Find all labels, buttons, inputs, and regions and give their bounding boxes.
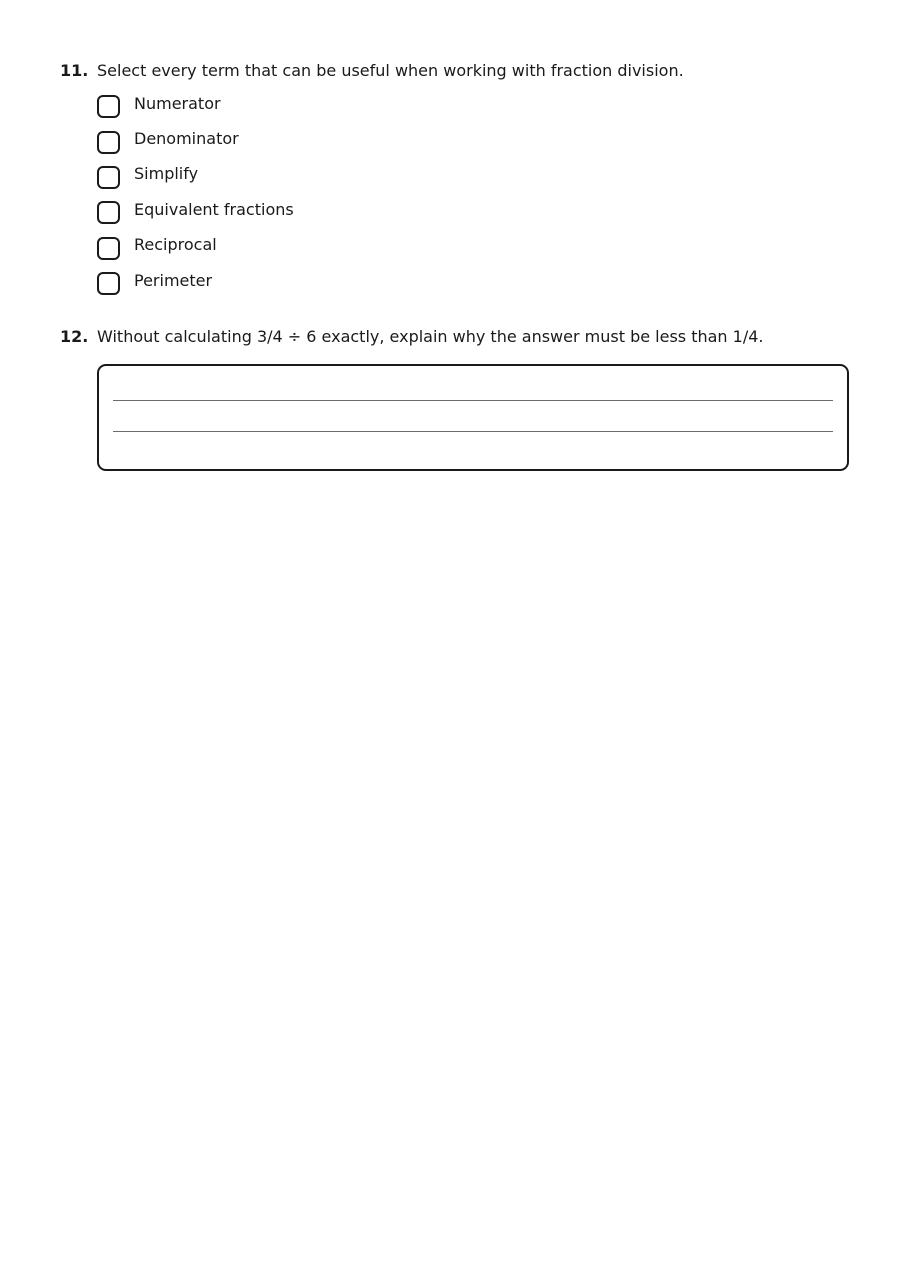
option-label: Denominator <box>134 129 239 149</box>
option-simplify[interactable] <box>97 160 850 195</box>
question-number: 12. <box>60 327 89 346</box>
option-label: Equivalent fractions <box>134 199 294 219</box>
question-12-header <box>60 326 850 348</box>
option-perimeter[interactable] <box>97 266 850 301</box>
checkbox[interactable] <box>97 272 120 295</box>
writing-line <box>113 400 833 401</box>
checkbox-options-list <box>97 89 850 301</box>
question-prompt: Select every term that can be useful when working with fraction division. <box>97 61 684 80</box>
option-numerator[interactable] <box>97 89 850 124</box>
option-denominator[interactable] <box>97 124 850 159</box>
question-12 <box>60 326 850 471</box>
option-label: Simplify <box>134 164 199 184</box>
checkbox[interactable] <box>97 95 120 118</box>
option-label: Numerator <box>134 93 221 113</box>
option-reciprocal[interactable] <box>97 231 850 266</box>
writing-line <box>113 431 833 432</box>
checkbox[interactable] <box>97 201 120 224</box>
option-equivalent-fractions[interactable] <box>97 195 850 230</box>
question-11 <box>60 60 850 301</box>
question-prompt: Without calculating 3/4 ÷ 6 exactly, explain why the answer must be less than 1/4. <box>97 327 764 346</box>
checkbox[interactable] <box>97 131 120 154</box>
question-number: 11. <box>60 61 89 80</box>
option-label: Reciprocal <box>134 235 217 255</box>
answer-box[interactable] <box>97 364 849 471</box>
question-11-header <box>60 60 850 82</box>
checkbox[interactable] <box>97 237 120 260</box>
option-label: Perimeter <box>134 270 213 290</box>
checkbox[interactable] <box>97 166 120 189</box>
